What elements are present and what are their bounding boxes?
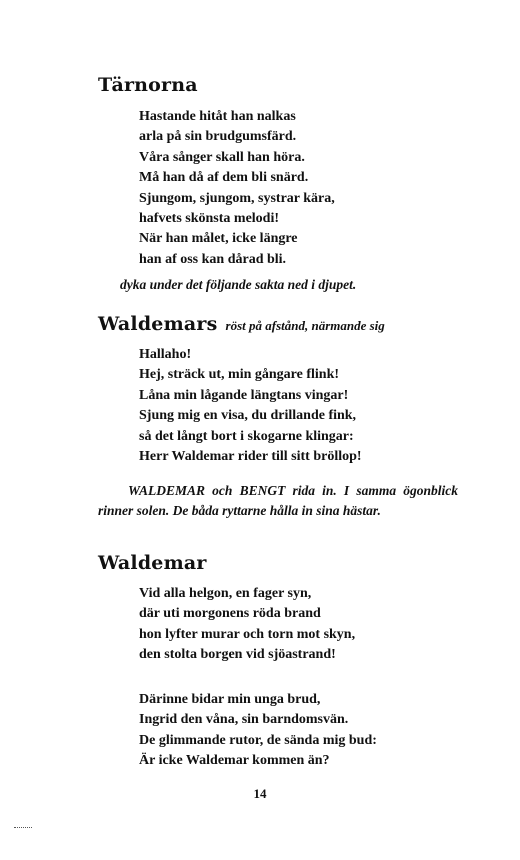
verse-line: Sjungom, sjungom, systrar kära,	[139, 190, 335, 206]
verse-line: Är icke Waldemar kommen än?	[139, 753, 330, 769]
verse-stanza-2	[139, 690, 377, 772]
speaker-direction: röst på afstånd, närmande sig	[225, 318, 385, 333]
verse-line: När han målet, icke längre	[139, 231, 298, 247]
verse-line: Därinne bidar min unga brud,	[139, 692, 321, 707]
verse-line: Herr Waldemar rider till sitt bröllop!	[139, 448, 362, 464]
verse-line: hafvets skönsta melodi!	[139, 210, 280, 226]
verse-line: hon lyfter murar och torn mot skyn,	[139, 626, 356, 642]
stage-direction: WALDEMAR och BENGT rida in. I samma ögonblick rinner solen. De båda ryttarne hålla in sina hästar.	[98, 483, 458, 518]
verse-line: Hallaho!	[139, 347, 192, 362]
speaker-heading-tarnorna	[98, 74, 198, 96]
verse-line: den stolta borgen vid sjöastrand!	[139, 647, 336, 663]
verse-block-waldemars	[139, 345, 362, 467]
verse-line: Låna min lågande längtans vingar!	[139, 387, 349, 403]
verse-line: Våra sånger skall han höra.	[139, 149, 305, 165]
verse-line: Sjung mig en visa, du drillande fink,	[139, 408, 357, 424]
verse-line: Må han då af dem bli snärd.	[139, 170, 309, 186]
speaker-name: Waldemars	[98, 313, 218, 335]
verse-block-tarnorna	[139, 107, 335, 270]
scan-speck	[14, 827, 32, 829]
speaker-name: Tärnorna	[98, 74, 198, 96]
verse-line: han af oss kan dårad bli.	[139, 251, 287, 267]
speaker-heading-waldemars	[98, 313, 385, 335]
verse-line: så det långt bort i skogarne klingar:	[139, 428, 354, 444]
speaker-heading-waldemar	[98, 552, 207, 574]
verse-line: Ingrid den våna, sin barndomsvän.	[139, 712, 349, 728]
verse-line: Vid alla helgon, en fager syn,	[139, 586, 312, 601]
verse-line: Hej, sträck ut, min gångare flink!	[139, 367, 340, 383]
verse-stanza-1	[139, 584, 355, 666]
verse-line: där uti morgonens röda brand	[139, 606, 321, 622]
verse-line: arla på sin brudgumsfärd.	[139, 129, 297, 145]
verse-line: De glimmande rutor, de sända mig bud:	[139, 732, 377, 748]
page-number: 14	[253, 786, 267, 801]
verse-line: Hastande hitåt han nalkas	[139, 109, 296, 124]
stage-direction: dyka under det följande sakta ned i djupet.	[120, 277, 357, 292]
speaker-name: Waldemar	[98, 552, 207, 574]
